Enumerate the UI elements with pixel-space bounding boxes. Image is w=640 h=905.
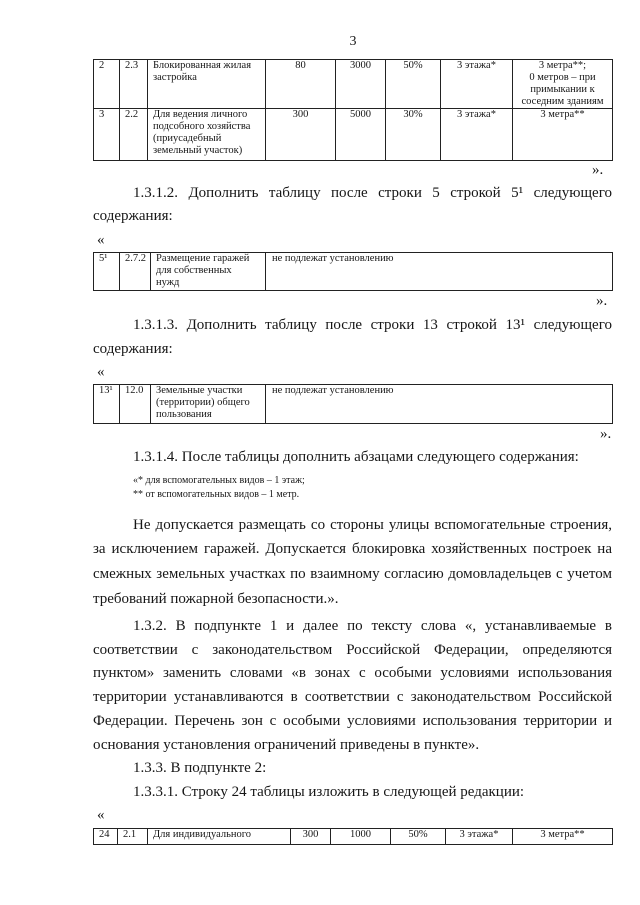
- clause-1-3-2-line: 1.3.2. В подпункте 1 и далее по тексту слова «, устанавливаемые в: [133, 618, 612, 634]
- use-name-line: земельный участок): [153, 145, 243, 156]
- setback-line: 0 метров – при: [529, 72, 596, 83]
- use-name-line: Размещение гаражей: [156, 253, 250, 264]
- use-name-line: пользования: [156, 409, 212, 420]
- use-code-cell: 2.1: [118, 829, 148, 845]
- use-code-cell: 2.7.2: [120, 253, 151, 291]
- parameters-cell: не подлежат установлению: [266, 253, 613, 291]
- clause-1-3-2-line: пунктом» заменить словами «в зонах с особыми условиями использования: [93, 665, 612, 681]
- floors-cell: 3 этажа*: [441, 109, 513, 161]
- clause-1-3-1-3-line: содержания:: [93, 341, 173, 357]
- use-name-cell: [148, 60, 266, 109]
- opening-quote: «: [97, 364, 105, 380]
- setback-line: примыкании к: [530, 84, 595, 95]
- use-name-line: Для ведения личного: [153, 109, 248, 120]
- clause-1-3-2-line: территории устанавливаются в соответствии с законодательством Российской: [93, 689, 612, 705]
- clause-1-3-2-line: основания установления ограничений приведены в пункте».: [93, 737, 480, 753]
- coverage-cell: 50%: [386, 60, 441, 109]
- page-number: 3: [349, 34, 357, 49]
- land-use-table: [93, 59, 613, 161]
- clause-1-3-1-2-line: содержания:: [93, 208, 173, 224]
- setback-line: 3 метра**: [540, 109, 585, 120]
- paragraph-line: Не допускается размещать со стороны улицы вспомогательные строения,: [133, 517, 612, 533]
- paragraph-line: за исключением гаражей. Допускается блокировка хозяйственных построек на: [93, 541, 612, 557]
- clause-1-3-3-line: 1.3.3. В подпункте 2:: [133, 760, 267, 776]
- row-5-1-table: [93, 252, 613, 291]
- clause-1-3-2-line: соответствии с законодательством Российской Федерации, определяются: [93, 642, 612, 658]
- min-area-cell: 300: [266, 109, 336, 161]
- use-name-cell: Для индивидуального: [148, 829, 291, 845]
- clause-1-3-2-line: Федерации. Перечень зон с особыми условиями использования территории и: [93, 713, 612, 729]
- use-code-cell: 2.3: [120, 60, 148, 109]
- row-number-cell: 5¹: [94, 253, 120, 291]
- use-name-line: застройка: [153, 72, 197, 83]
- row-24-table: [93, 828, 613, 845]
- table-row: [94, 109, 613, 161]
- closing-quote: ».: [596, 293, 608, 309]
- use-name-cell: [151, 253, 266, 291]
- setback-cell: [513, 60, 613, 109]
- use-name-cell: [148, 109, 266, 161]
- opening-quote: «: [97, 807, 105, 823]
- min-area-cell: 300: [291, 829, 331, 845]
- setback-cell: [513, 109, 613, 161]
- max-area-cell: 5000: [336, 109, 386, 161]
- row-number-cell: 13¹: [94, 385, 120, 424]
- coverage-cell: 30%: [386, 109, 441, 161]
- paragraph-line: требований пожарной безопасности.».: [93, 591, 339, 607]
- floors-cell: 3 этажа*: [446, 829, 513, 845]
- paragraph-line: смежных земельных участках по взаимному согласию домовладельцев с учетом: [93, 566, 612, 582]
- opening-quote: «: [97, 232, 105, 248]
- use-name-cell: [151, 385, 266, 424]
- use-name-line: нужд: [156, 277, 180, 288]
- footnote-line: ** от вспомогательных видов – 1 метр.: [133, 489, 300, 500]
- use-name-line: Блокированная жилая: [153, 60, 252, 71]
- floors-cell: 3 этажа*: [441, 60, 513, 109]
- table-row: [94, 60, 613, 109]
- use-name-line: (приусадебный: [153, 133, 222, 144]
- setback-line: соседним зданиям: [521, 96, 604, 107]
- use-code-cell: 12.0: [120, 385, 151, 424]
- max-area-cell: 3000: [336, 60, 386, 109]
- row-number-cell: 2: [94, 60, 120, 109]
- clause-1-3-1-2-line: 1.3.1.2. Дополнить таблицу после строки 5 строкой 5¹ следующего: [133, 185, 612, 201]
- max-area-cell: 1000: [331, 829, 391, 845]
- clause-1-3-1-4-line: 1.3.1.4. После таблицы дополнить абзацами следующего содержания:: [133, 449, 579, 465]
- use-code-cell: 2.2: [120, 109, 148, 161]
- row-number-cell: 3: [94, 109, 120, 161]
- parameters-cell: не подлежат установлению: [266, 385, 613, 424]
- clause-1-3-3-1-line: 1.3.3.1. Строку 24 таблицы изложить в следующей редакции:: [133, 784, 525, 800]
- setback-line: 3 метра**;: [538, 60, 587, 71]
- row-13-1-table: [93, 384, 613, 424]
- coverage-cell: 50%: [391, 829, 446, 845]
- use-name-line: подсобного хозяйства: [153, 121, 251, 132]
- closing-quote: ».: [592, 162, 604, 178]
- use-name-line: (территории) общего: [156, 397, 250, 408]
- min-area-cell: 80: [266, 60, 336, 109]
- use-name-line: Земельные участки: [156, 385, 243, 396]
- table-row: [94, 385, 613, 424]
- closing-quote: ».: [600, 426, 612, 442]
- row-number-cell: 24: [94, 829, 118, 845]
- setback-cell: 3 метра**: [513, 829, 613, 845]
- use-name-line: для собственных: [156, 265, 232, 276]
- table-row: [94, 829, 613, 845]
- table-row: [94, 253, 613, 291]
- clause-1-3-1-3-line: 1.3.1.3. Дополнить таблицу после строки 13 строкой 13¹ следующего: [133, 317, 612, 333]
- footnote-line: «* для вспомогательных видов – 1 этаж;: [133, 475, 305, 486]
